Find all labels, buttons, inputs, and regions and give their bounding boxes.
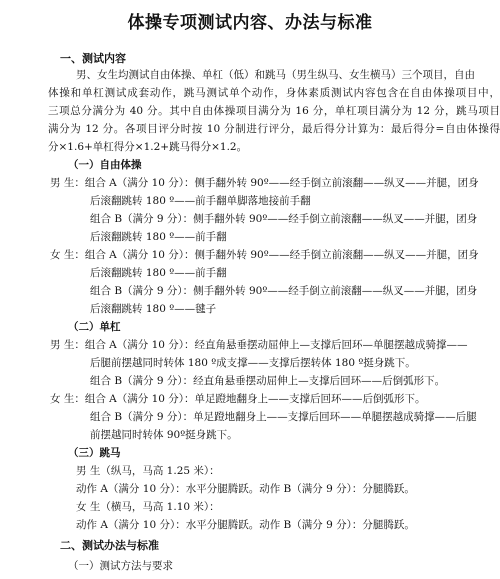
subsection-heading-floor: （一）自由体操 xyxy=(68,159,142,171)
floor-line: 男 生：组合 A（满分 10 分）：侧手翻外转 90º——经手倒立前滚翻——纵叉——并腿，团身 xyxy=(50,177,479,189)
vault-line: 动作 A（满分 10 分）：水平分腿腾跃。动作 B（满分 9 分）：分腿腾跃。 xyxy=(76,519,415,531)
floor-line: 组合 B（满分 9 分）：侧手翻外转 90º——经手倒立前滚翻——纵叉——并腿，团身 xyxy=(90,285,478,297)
document-title: 体操专项测试内容、办法与标准 xyxy=(127,13,373,33)
section-heading-methods: 二、测试办法与标准 xyxy=(60,539,159,552)
vault-line: 动作 A（满分 10 分）：水平分腿腾跃。动作 B（满分 9 分）：分腿腾跃。 xyxy=(76,483,415,495)
intro-line: 满分为 12 分。各项目评分时按 10 分制进行评分，最后得分计算为：最后得分=自由体操得 xyxy=(48,123,500,135)
intro-line: 体操和单杠测试成套动作，跳马测试单个动作，身体素质测试内容包含在自由体操项目中， xyxy=(48,87,500,99)
bar-line: 前摆越同时转体 90º挺身跳下。 xyxy=(90,429,238,441)
floor-line: 后滚翻跳转 180 º——前手翻 xyxy=(90,267,227,279)
floor-line: 后滚翻跳转 180 º——前手翻单脚落地接前手翻 xyxy=(90,195,311,207)
vault-line: 男 生（纵马，马高 1.25 米）： xyxy=(76,465,220,477)
intro-line: 三项总分满分为 40 分。其中自由体操项目满分为 16 分，单杠项目满分为 12 分，跳马项目 xyxy=(48,105,500,117)
floor-line: 后滚翻跳转 180 º——毽子 xyxy=(90,303,217,315)
bar-line: 后腿前摆越同时转体 180 º成支撑——支撑后摆转体 180 º挺身跳下。 xyxy=(90,357,416,369)
floor-line: 组合 B（满分 9 分）：侧手翻外转 90º——经手倒立前滚翻——纵叉——并腿，团身 xyxy=(90,213,478,225)
bar-line: 组合 B（满分 9 分）：单足蹬地翻身上——支撑后回环——单腿摆越成骑撑——后腿 xyxy=(90,411,477,423)
intro-line: 分×1.6+单杠得分×1.2+跳马得分×1.2。 xyxy=(48,141,248,153)
section-heading-test-content: 一、测试内容 xyxy=(60,52,126,65)
intro-line: 男、女生均测试自由体操、单杠（低）和跳马（男生纵马、女生横马）三个项目，自由 xyxy=(76,69,475,81)
floor-line: 女 生：组合 A（满分 10 分）：侧手翻外转 90º——经手倒立前滚翻——纵叉——并腿，团身 xyxy=(50,249,479,261)
subsection-heading-methods: （一）测试方法与要求 xyxy=(68,560,173,572)
subsection-heading-vault: （三）跳马 xyxy=(68,447,121,459)
bar-line: 女 生：组合 A（满分 10 分）：单足蹬地翻身上——支撑后回环——后倒弧形下。 xyxy=(50,393,426,405)
bar-line: 组合 B（满分 9 分）：经直角悬垂摆动屈伸上—支撑后回环——后倒弧形下。 xyxy=(90,375,446,387)
vault-line: 女 生（横马，马高 1.10 米）： xyxy=(76,501,220,513)
subsection-heading-bar: （二）单杠 xyxy=(68,321,121,333)
floor-line: 后滚翻跳转 180 º——前手翻 xyxy=(90,231,227,243)
bar-line: 男 生：组合 A（满分 10 分）：经直角悬垂摆动屈伸上—支撑后回环—单腿摆越成骑撑—— xyxy=(50,339,468,351)
